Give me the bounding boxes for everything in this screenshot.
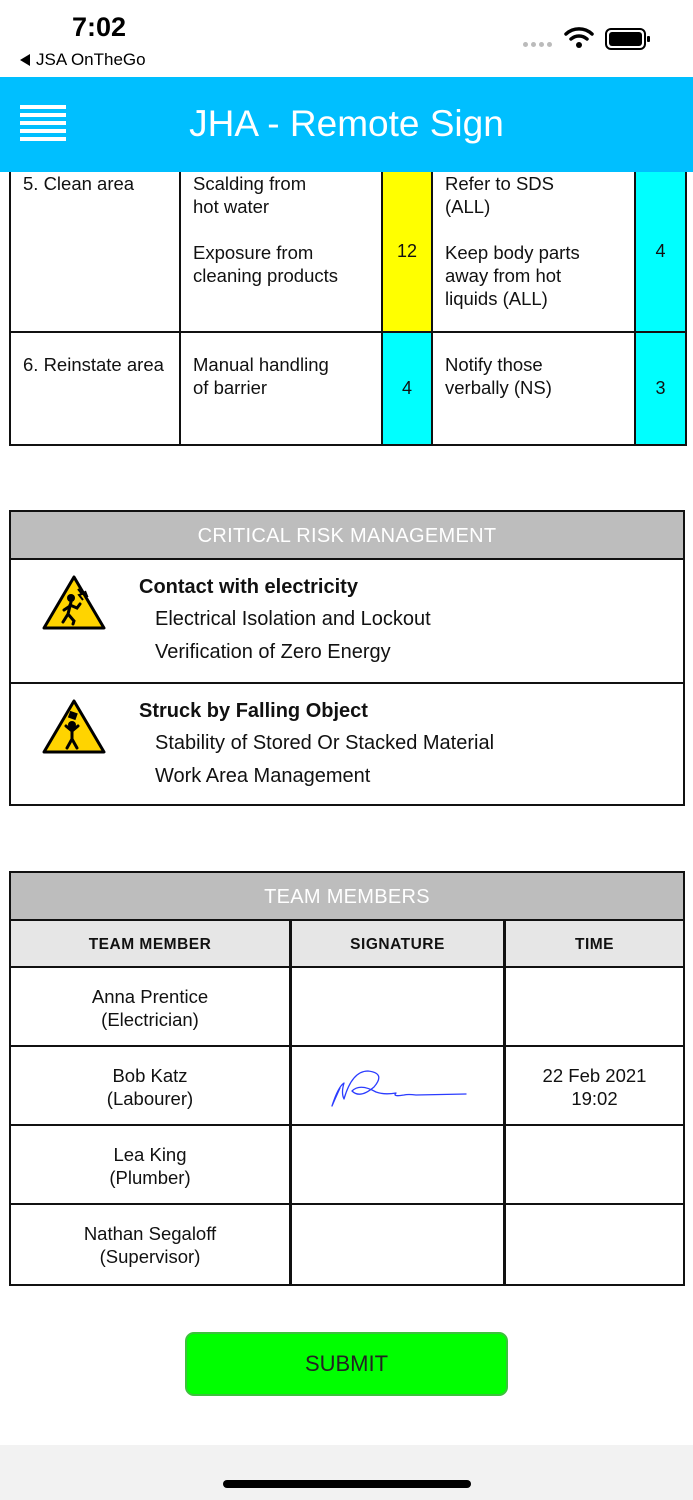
hazard-description: Manual handling of barrier: [180, 332, 382, 445]
member-name-cell: [11, 1205, 292, 1284]
hazard-table: [9, 172, 687, 446]
member-role: (Electrician): [101, 1009, 199, 1030]
critical-risk-title: Struck by Falling Object: [139, 700, 368, 722]
back-arrow-icon: [20, 54, 30, 66]
submit-button[interactable]: SUBMIT: [185, 1332, 508, 1396]
critical-risk-title: Contact with electricity: [139, 576, 358, 598]
critical-risk-item: [11, 560, 683, 682]
back-to-app-link[interactable]: [20, 50, 146, 70]
time-cell: [506, 968, 683, 1047]
electric-shock-warning-icon: [41, 574, 107, 632]
hazard-description: Scalding from hot water Exposure from cleaning products: [180, 172, 382, 332]
critical-risk-item: [11, 682, 683, 804]
app-header: [0, 77, 693, 172]
status-time: 7:02: [72, 12, 127, 42]
home-indicator[interactable]: [223, 1480, 471, 1488]
critical-risk-control: Verification of Zero Energy: [155, 641, 391, 663]
initial-risk-score: 12: [382, 172, 432, 332]
time-cell: [506, 1205, 683, 1284]
wifi-icon: [564, 26, 594, 48]
cellular-signal-icon: [523, 42, 552, 47]
column-header-time: TIME: [506, 921, 683, 968]
bottom-safe-area: [0, 1445, 693, 1500]
falling-object-warning-icon: [41, 698, 107, 756]
member-role: (Plumber): [109, 1167, 191, 1188]
signature-drawing: [292, 1047, 506, 1124]
critical-risk-heading: CRITICAL RISK MANAGEMENT: [11, 512, 683, 560]
table-row: [10, 172, 686, 332]
signature-cell[interactable]: [292, 968, 506, 1047]
member-name: Anna Prentice: [91, 986, 209, 1007]
team-members-section: [9, 871, 685, 1286]
team-members-table: [11, 921, 683, 1284]
battery-icon: [605, 28, 651, 50]
sign-date: 22 Feb 2021: [542, 1065, 647, 1086]
initial-risk-score: 4: [382, 332, 432, 445]
control-measures: Notify those verbally (NS): [432, 332, 635, 445]
column-header-member: TEAM MEMBER: [11, 921, 292, 968]
member-role: (Labourer): [106, 1088, 194, 1109]
task-step: 5. Clean area: [10, 172, 180, 332]
critical-risk-section: [9, 510, 685, 806]
table-row: [10, 332, 686, 445]
member-role: (Supervisor): [99, 1246, 201, 1267]
member-name-cell: [11, 968, 292, 1047]
column-header-signature: SIGNATURE: [292, 921, 506, 968]
time-cell: [506, 1047, 683, 1126]
member-name: Lea King: [113, 1144, 187, 1165]
member-name-cell: [11, 1126, 292, 1205]
signature-cell[interactable]: [292, 1205, 506, 1284]
member-name: Nathan Segaloff: [83, 1223, 217, 1244]
critical-risk-control: Work Area Management: [155, 765, 371, 787]
member-name-cell: [11, 1047, 292, 1126]
critical-risk-control: Stability of Stored Or Stacked Material: [155, 732, 495, 754]
signature-cell[interactable]: [292, 1047, 506, 1126]
residual-risk-score: 3: [635, 332, 686, 445]
critical-risk-control: Electrical Isolation and Lockout: [155, 608, 431, 630]
residual-risk-score: 4: [635, 172, 686, 332]
back-app-label: JSA OnTheGo: [36, 50, 146, 69]
task-step: 6. Reinstate area: [10, 332, 180, 445]
sign-time: 19:02: [571, 1088, 618, 1109]
signature-cell[interactable]: [292, 1126, 506, 1205]
page-title: JHA - Remote Sign: [189, 103, 504, 144]
team-members-heading: TEAM MEMBERS: [11, 873, 683, 921]
time-cell: [506, 1126, 683, 1205]
control-measures: Refer to SDS (ALL) Keep body parts away from hot liquids (ALL): [432, 172, 635, 332]
member-name: Bob Katz: [112, 1065, 188, 1086]
